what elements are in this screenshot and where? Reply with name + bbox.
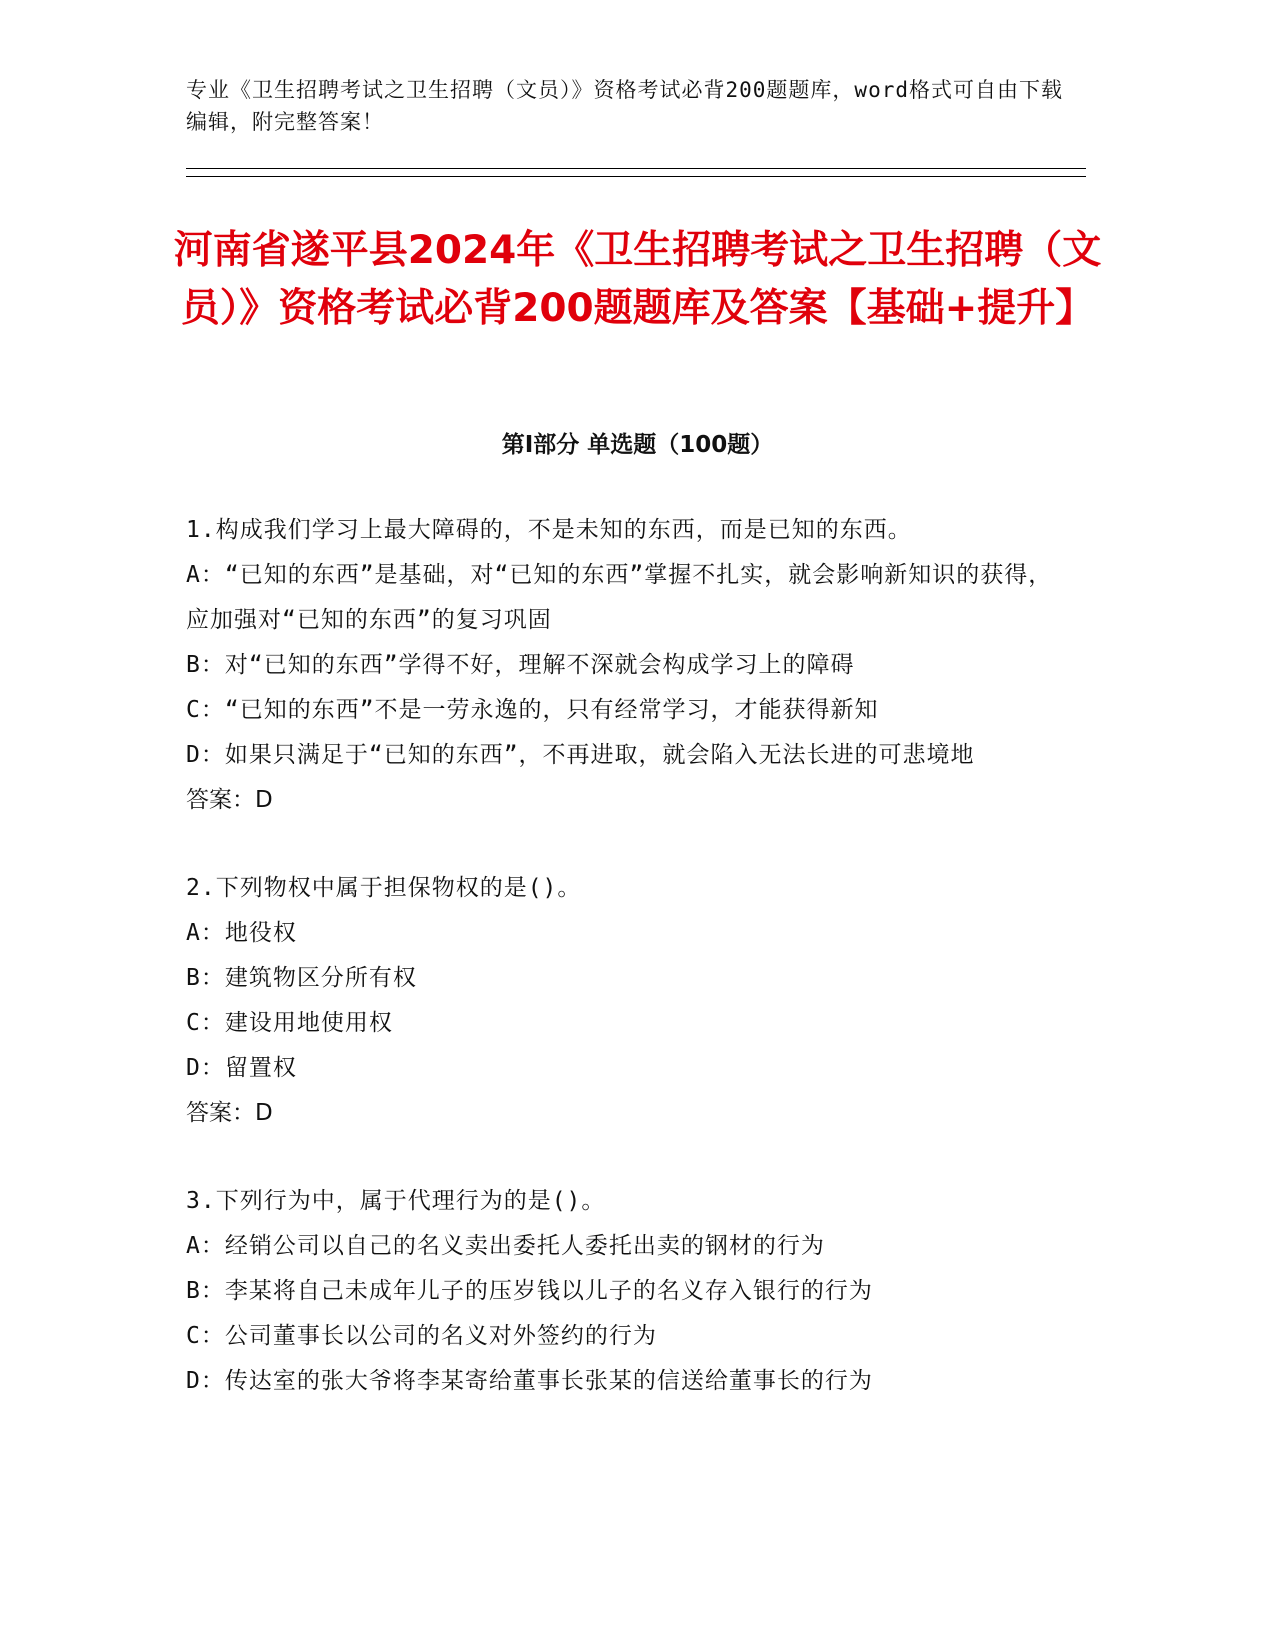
option-b: B：建筑物区分所有权 <box>186 965 417 991</box>
question-stem: 1.构成我们学习上最大障碍的，不是未知的东西，而是已知的东西。 <box>186 517 912 543</box>
question-stem: 2.下列物权中属于担保物权的是()。 <box>186 875 582 901</box>
option-a: A：地役权 <box>186 920 297 946</box>
option-d: D：传达室的张大爷将李某寄给董事长张某的信送给董事长的行为 <box>186 1368 873 1394</box>
option-c: C：建设用地使用权 <box>186 1010 393 1036</box>
option-c: C：公司董事长以公司的名义对外签约的行为 <box>186 1323 657 1349</box>
header-rule-top <box>186 168 1086 169</box>
question-3 <box>186 1179 1066 1404</box>
answer-line: 答案：D <box>186 787 273 813</box>
header-rule-bottom <box>186 176 1086 177</box>
option-a: A：经销公司以自己的名义卖出委托人委托出卖的钢材的行为 <box>186 1233 825 1259</box>
option-c: C：“已知的东西”不是一劳永逸的，只有经常学习，才能获得新知 <box>186 697 879 723</box>
option-b: B：李某将自己未成年儿子的压岁钱以儿子的名义存入银行的行为 <box>186 1278 873 1304</box>
option-d: D：留置权 <box>186 1055 297 1081</box>
question-list <box>186 508 1066 1447</box>
section-title: 第Ⅰ部分 单选题（100题） <box>501 432 774 458</box>
question-2 <box>186 866 1066 1136</box>
answer-line: 答案：D <box>186 1100 273 1126</box>
document-title: 河南省遂平县2024年《卫生招聘考试之卫生招聘（文员）》资格考试必背200题题库及答案【基础+提升】 <box>173 228 1102 331</box>
question-1 <box>186 508 1066 823</box>
option-b: B：对“已知的东西”学得不好，理解不深就会构成学习上的障碍 <box>186 652 855 678</box>
option-d: D：如果只满足于“已知的东西”，不再进取，就会陷入无法长进的可悲境地 <box>186 742 975 768</box>
header-note: 专业《卫生招聘考试之卫生招聘（文员）》资格考试必背200题题库，word格式可自由下载编辑，附完整答案！ <box>186 78 1063 134</box>
question-stem: 3.下列行为中，属于代理行为的是()。 <box>186 1188 606 1214</box>
option-a: A：“已知的东西”是基础，对“已知的东西”掌握不扎实，就会影响新知识的获得，应加强对“已知的东西”的复习巩固 <box>186 562 1053 633</box>
